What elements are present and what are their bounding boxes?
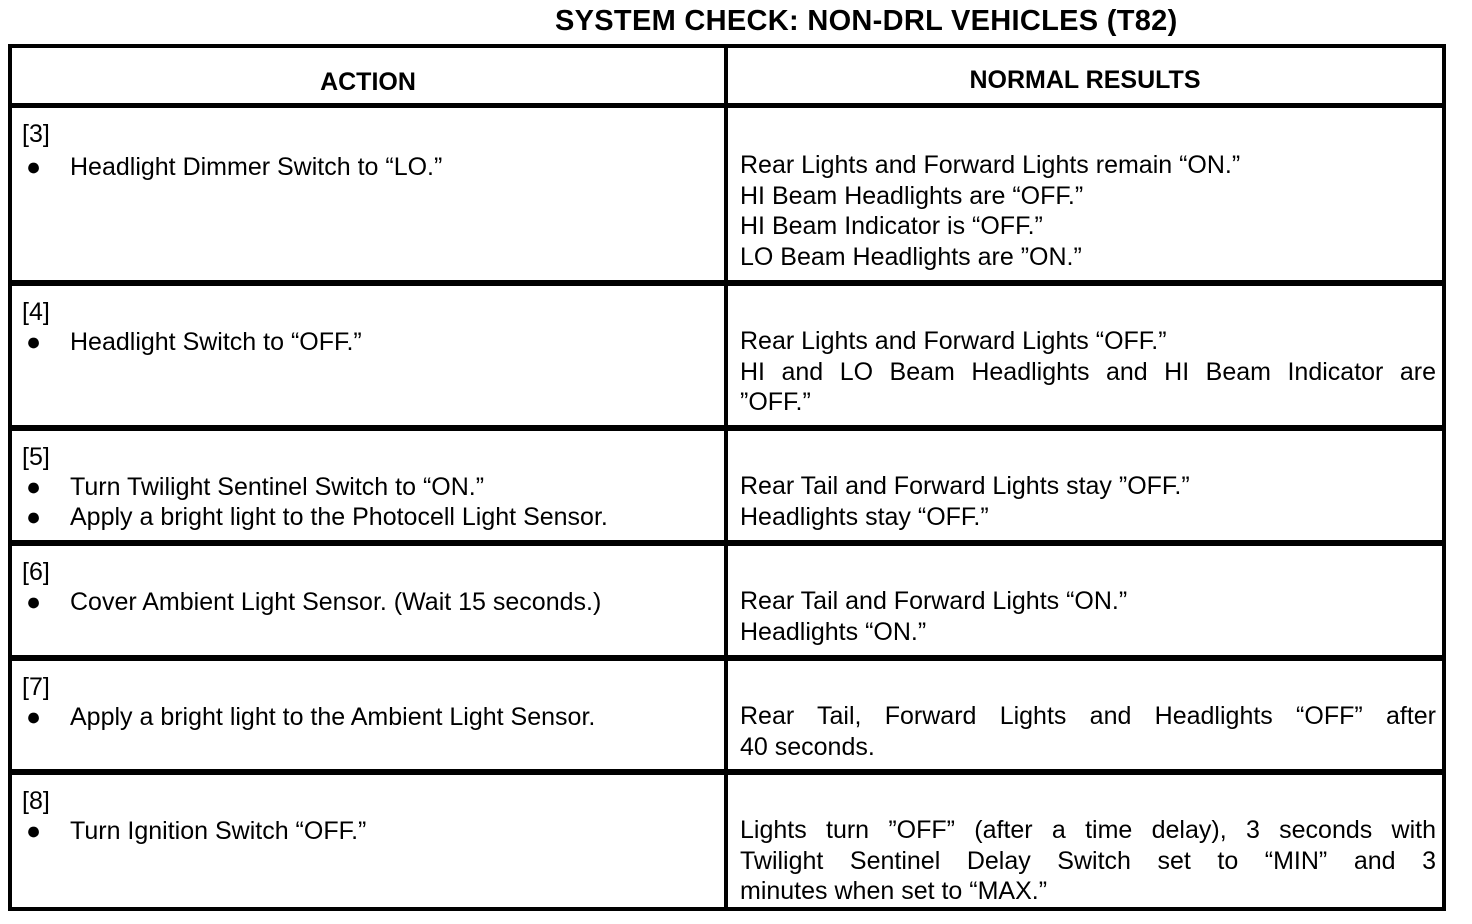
step-number: [4] [22, 298, 50, 326]
result-line: Twilight Sentinel Delay Switch set to “MIN” and 3 [740, 846, 1436, 875]
result-cell [728, 286, 1442, 425]
table-row [12, 775, 1442, 907]
result-line: HI and LO Beam Headlights and HI Beam Indicator are [740, 357, 1436, 386]
result-line: Rear Tail and Forward Lights stay ”OFF.” [740, 472, 1190, 500]
action-text: Turn Ignition Switch “OFF.” [70, 817, 367, 845]
action-cell [12, 431, 728, 540]
step-number: [5] [22, 443, 50, 471]
action-cell [12, 286, 728, 425]
table-row [12, 661, 1442, 775]
bullet-icon: ● [26, 703, 42, 731]
result-line: minutes when set to “MAX.” [740, 877, 1048, 905]
result-line: HI Beam Headlights are “OFF.” [740, 181, 1084, 210]
action-cell [12, 775, 728, 907]
result-line: Headlights stay “OFF.” [740, 502, 989, 531]
result-text-block [740, 586, 1436, 647]
bullet-icon: ● [26, 817, 42, 845]
bullet-icon: ● [26, 328, 42, 356]
result-text-block [740, 815, 1436, 907]
step-number: [6] [22, 558, 50, 586]
result-line: HI Beam Indicator is “OFF.” [740, 212, 1043, 240]
result-line: 40 seconds. [740, 732, 875, 761]
bullet-icon: ● [26, 503, 42, 531]
result-line: LO Beam Headlights are ”ON.” [740, 242, 1082, 271]
action-cell [12, 661, 728, 769]
result-text-block [740, 471, 1436, 532]
page-title: SYSTEM CHECK: NON-DRL VEHICLES (T82) [555, 5, 1178, 37]
action-text: Headlight Switch to “OFF.” [70, 328, 362, 356]
result-line: Rear Lights and Forward Lights “OFF.” [740, 327, 1167, 355]
step-number: [7] [22, 673, 50, 701]
action-text: Headlight Dimmer Switch to “LO.” [70, 153, 443, 181]
table-row [12, 286, 1442, 431]
results-header-cell [728, 48, 1442, 103]
result-line: Rear Tail, Forward Lights and Headlights “OFF” after [740, 702, 1436, 730]
result-line: Rear Lights and Forward Lights remain “ON.” [740, 151, 1241, 179]
bullet-icon: ● [26, 473, 42, 501]
result-cell [728, 775, 1442, 907]
results-column-header: NORMAL RESULTS [969, 66, 1201, 94]
bullet-icon: ● [26, 588, 42, 616]
action-text: Turn Twilight Sentinel Switch to “ON.” [70, 473, 485, 501]
result-text-block [740, 150, 1436, 272]
result-line: ”OFF.” [740, 388, 811, 416]
table-row [12, 108, 1442, 286]
result-line: Rear Tail and Forward Lights “ON.” [740, 587, 1128, 615]
result-cell [728, 108, 1442, 280]
step-number: [3] [22, 120, 50, 148]
action-text: Apply a bright light to the Ambient Light Sensor. [70, 703, 596, 731]
action-header-cell [12, 48, 728, 103]
result-cell [728, 431, 1442, 540]
step-number: [8] [22, 787, 50, 815]
action-column-header: ACTION [320, 68, 416, 96]
result-text-block [740, 701, 1436, 762]
bullet-icon: ● [26, 153, 42, 181]
action-text: Cover Ambient Light Sensor. (Wait 15 seconds.) [70, 588, 602, 616]
table-header-row [12, 48, 1442, 108]
table-row [12, 431, 1442, 546]
result-cell [728, 661, 1442, 769]
result-line: Lights turn ”OFF” (after a time delay), 3 seconds with [740, 816, 1436, 844]
system-check-table [8, 44, 1446, 911]
action-cell [12, 108, 728, 280]
table-row [12, 546, 1442, 661]
result-text-block [740, 326, 1436, 418]
action-text: Apply a bright light to the Photocell Light Sensor. [70, 503, 608, 531]
result-line: Headlights “ON.” [740, 617, 927, 646]
result-cell [728, 546, 1442, 655]
action-cell [12, 546, 728, 655]
